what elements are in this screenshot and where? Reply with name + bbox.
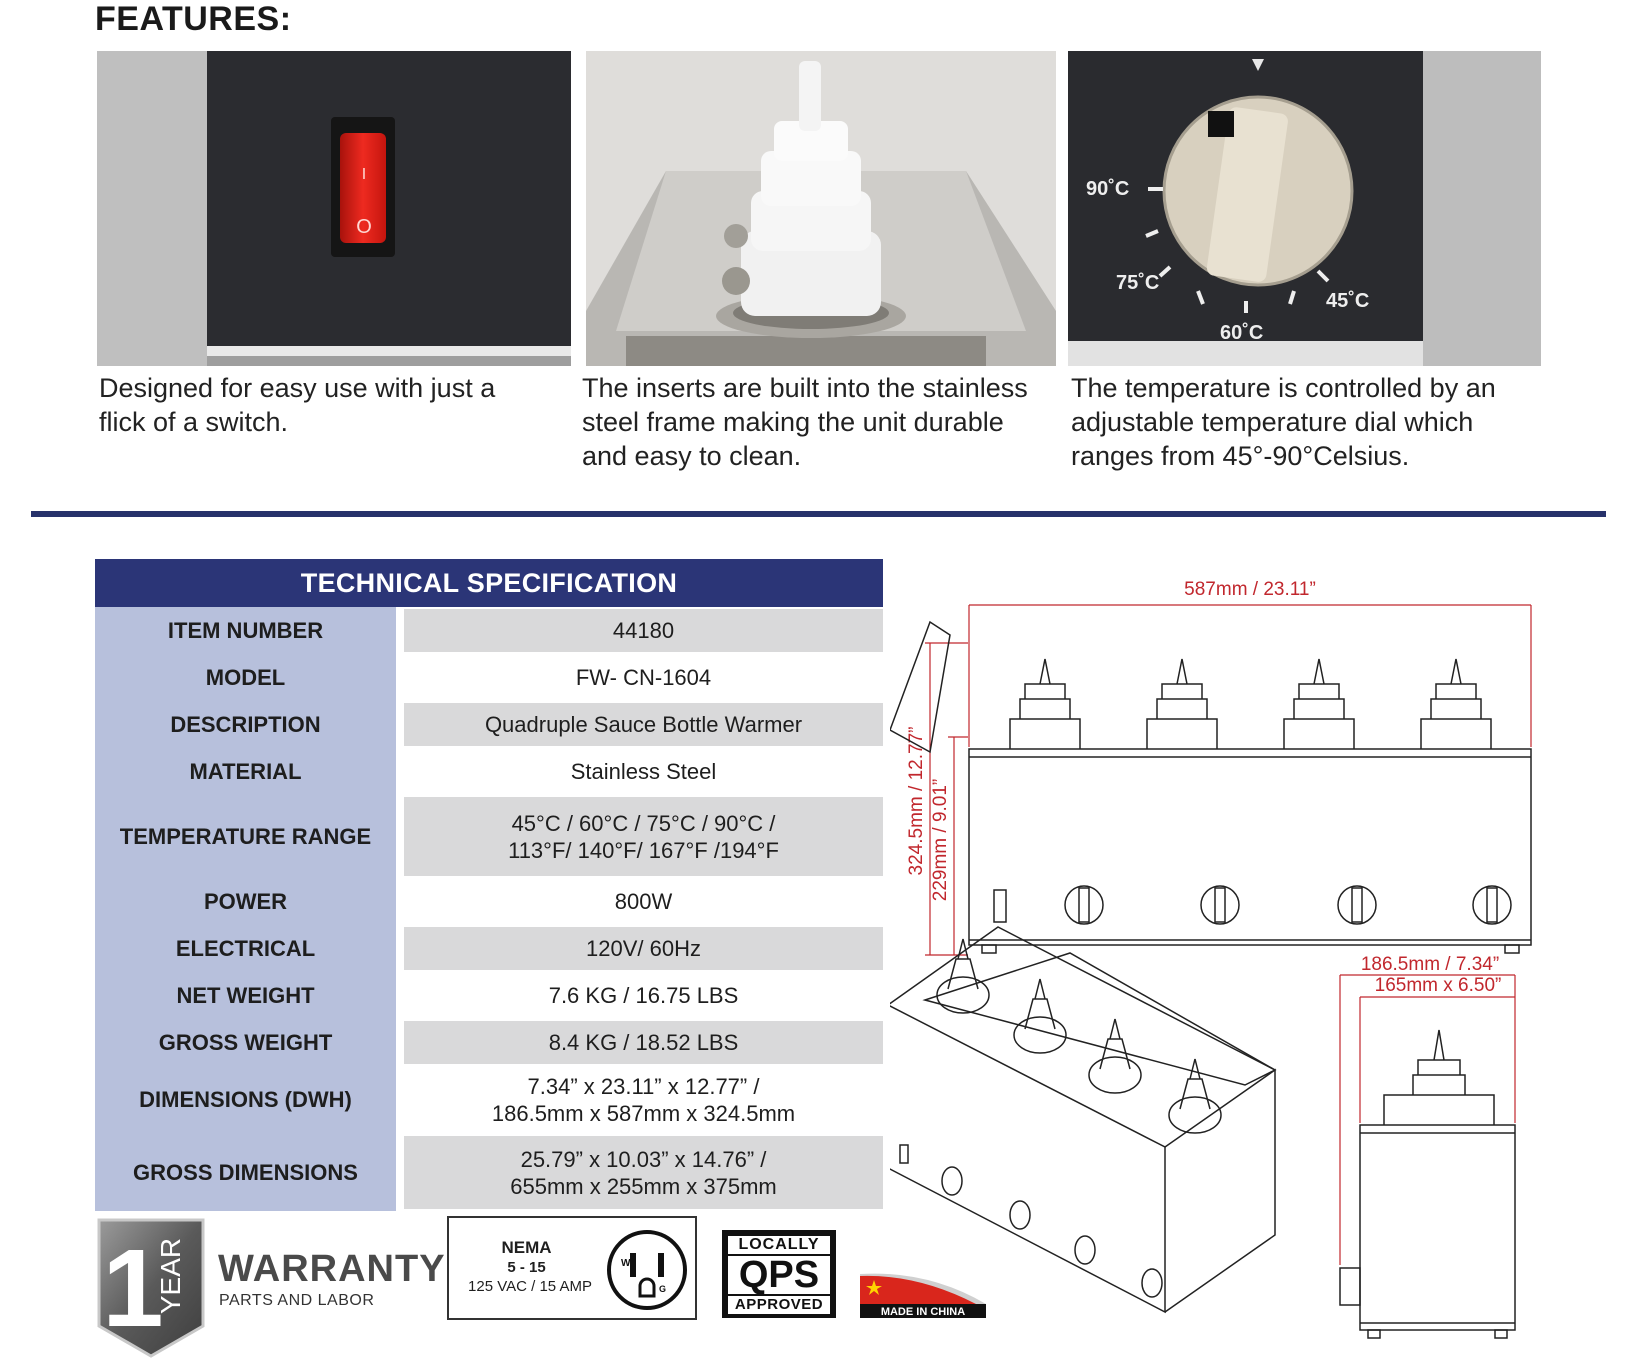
side-view-drawing bbox=[1340, 1030, 1515, 1338]
qps-bottom-text: APPROVED bbox=[728, 1296, 830, 1314]
nema-type: 5 - 15 bbox=[507, 1259, 546, 1276]
side-dimension-lines bbox=[1340, 975, 1515, 1265]
qps-badge bbox=[722, 1230, 836, 1318]
inserts-photo bbox=[586, 51, 1056, 366]
table-row bbox=[95, 654, 883, 701]
body-depth-dimension-label: 165mm x 6.50” bbox=[1374, 975, 1502, 996]
dial-label-90: 90˚C bbox=[1086, 178, 1130, 200]
table-row bbox=[95, 878, 883, 925]
warranty-shield-icon bbox=[95, 1216, 207, 1360]
front-dimension-lines bbox=[925, 605, 1531, 955]
spec-label: ELECTRICAL bbox=[175, 935, 316, 961]
nema-title: NEMA bbox=[501, 1238, 552, 1257]
dial-photo bbox=[1068, 51, 1541, 366]
feature-caption-switch: Designed for easy use with just a flick of a switch. bbox=[99, 373, 496, 437]
qps-top-text: LOCALLY bbox=[728, 1236, 830, 1254]
dial-label-75: 75˚C bbox=[1116, 272, 1160, 294]
nema-rating: 125 VAC / 15 AMP bbox=[468, 1278, 592, 1295]
spec-table bbox=[95, 559, 883, 1211]
spec-value: 120V/ 60Hz bbox=[404, 927, 883, 970]
spec-value: 800W bbox=[614, 889, 673, 914]
table-row bbox=[95, 972, 883, 1019]
width-dimension-label: 587mm / 23.11” bbox=[1184, 579, 1316, 600]
table-row bbox=[95, 795, 883, 878]
body-height-dimension-label: 229mm / 9.01” bbox=[930, 778, 951, 902]
switch-photo bbox=[97, 51, 571, 366]
warranty-subtitle: PARTS AND LABOR bbox=[219, 1292, 375, 1309]
dimension-drawings bbox=[890, 575, 1540, 1350]
spec-value: 7.34” x 23.11” x 12.77” / 186.5mm x 587mm x 324.5mm bbox=[491, 1074, 796, 1126]
spec-label: MODEL bbox=[205, 664, 286, 690]
spec-value: Stainless Steel bbox=[570, 759, 717, 784]
dial-label-60: 60˚C bbox=[1220, 322, 1264, 344]
spec-label: GROSS WEIGHT bbox=[158, 1029, 333, 1055]
made-in-china-badge bbox=[858, 1270, 988, 1320]
table-row bbox=[95, 1066, 883, 1134]
nema-outlet-icon bbox=[605, 1228, 689, 1312]
spec-body bbox=[95, 607, 883, 1211]
spec-value: 44180 bbox=[404, 609, 883, 652]
nema-w-label: W bbox=[621, 1258, 631, 1269]
table-row bbox=[95, 607, 883, 654]
warranty-title: WARRANTY bbox=[218, 1248, 446, 1290]
section-divider bbox=[31, 511, 1606, 517]
features-title: FEATURES: bbox=[95, 0, 292, 38]
spec-label: DIMENSIONS (DWH) bbox=[139, 1087, 352, 1112]
total-depth-dimension-label: 186.5mm / 7.34” bbox=[1360, 954, 1500, 975]
qps-mid-text: QPS bbox=[728, 1256, 830, 1294]
spec-label: GROSS DIMENSIONS bbox=[133, 1159, 358, 1185]
total-height-dimension-label: 324.5mm / 12.77” bbox=[906, 726, 927, 876]
spec-label: ITEM NUMBER bbox=[167, 617, 324, 643]
switch-off-symbol: O bbox=[356, 216, 372, 238]
table-row bbox=[95, 925, 883, 972]
dial-label-45: 45˚C bbox=[1326, 290, 1370, 312]
feature-caption-inserts: The inserts are built into the stainless steel frame making the unit durable and easy to clean. bbox=[582, 373, 1028, 471]
spec-title: TECHNICAL SPECIFICATION bbox=[95, 559, 883, 607]
spec-label: MATERIAL bbox=[189, 758, 302, 784]
nema-g-label: G bbox=[659, 1284, 667, 1294]
nema-badge bbox=[447, 1216, 697, 1320]
spec-value: 7.6 KG / 16.75 LBS bbox=[548, 983, 739, 1008]
spec-value: 8.4 KG / 18.52 LBS bbox=[404, 1021, 883, 1064]
table-row bbox=[95, 1019, 883, 1066]
spec-value: 45°C / 60°C / 75°C / 90°C / 113°F/ 140°F/ 167°F /194°F bbox=[404, 797, 883, 876]
spec-value: 25.79” x 10.03” x 14.76” / 655mm x 255mm x 375mm bbox=[404, 1136, 883, 1209]
spec-label: NET WEIGHT bbox=[176, 982, 315, 1008]
warranty-year-text: YEAR bbox=[155, 1237, 186, 1315]
spec-value: Quadruple Sauce Bottle Warmer bbox=[404, 703, 883, 746]
table-row bbox=[95, 748, 883, 795]
made-in-china-text: MADE IN CHINA bbox=[880, 1306, 966, 1318]
table-row bbox=[95, 701, 883, 748]
spec-label: POWER bbox=[203, 888, 288, 914]
front-view-drawing bbox=[969, 659, 1531, 953]
warranty-number: 1 bbox=[102, 1227, 164, 1350]
spec-label: TEMPERATURE RANGE bbox=[119, 823, 372, 849]
table-row bbox=[95, 1134, 883, 1211]
feature-caption-dial: The temperature is controlled by an adjustable temperature dial which ranges from 45°-90°Celsius. bbox=[1071, 373, 1496, 471]
spec-value: FW- CN-1604 bbox=[575, 665, 712, 690]
switch-on-symbol: I bbox=[361, 166, 367, 183]
spec-label: DESCRIPTION bbox=[170, 711, 321, 737]
